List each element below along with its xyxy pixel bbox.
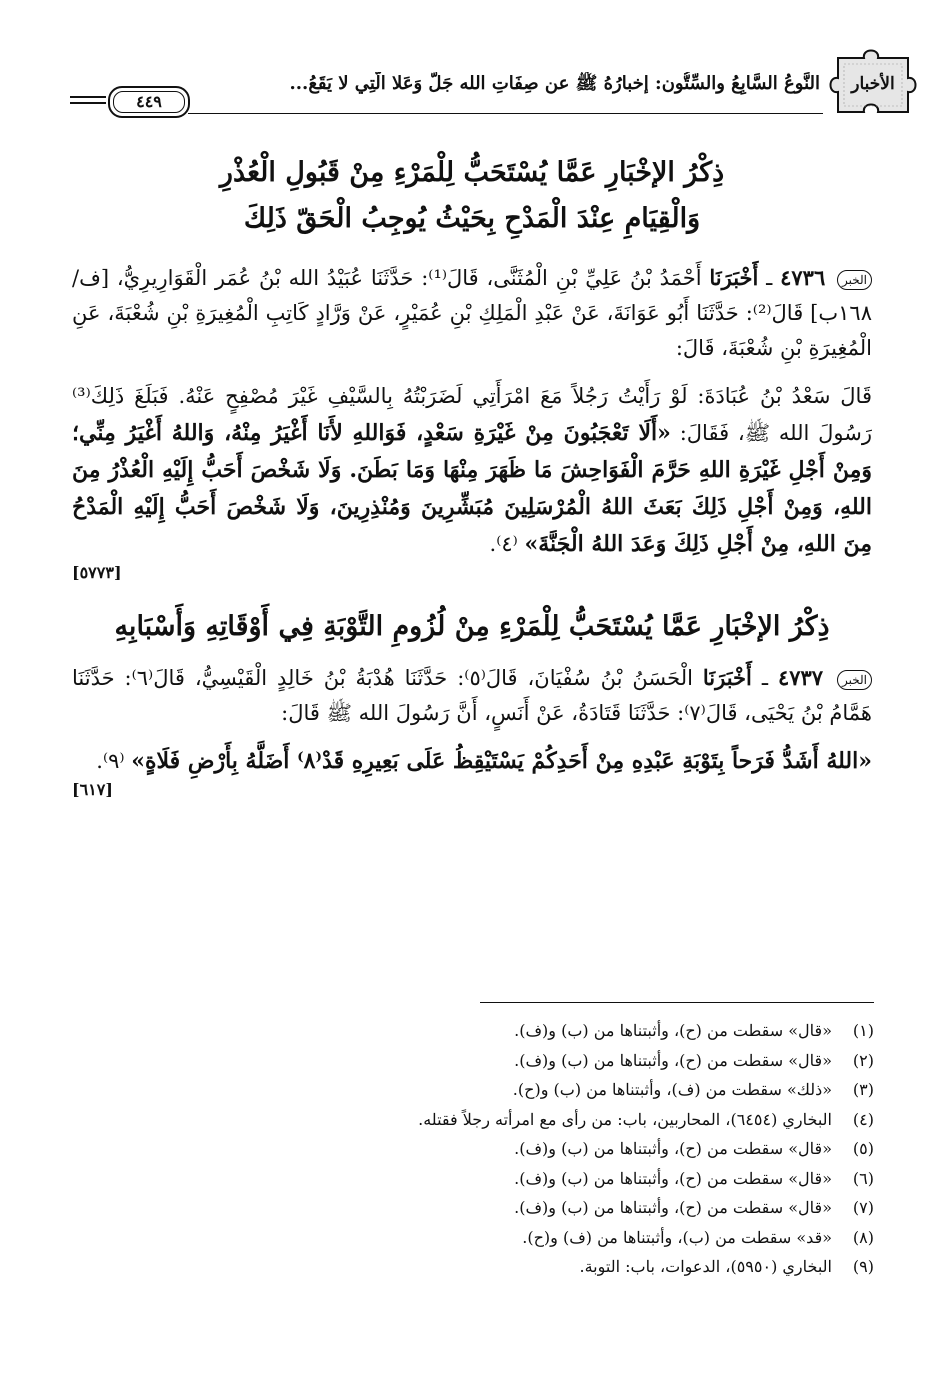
footnote bbox=[200, 1016, 874, 1046]
prophetic-saying: «أَلَا تَعْجَبُونَ مِنْ غَيْرَةِ سَعْدٍ، فَوَاللهِ لأَنَا أَغْيَرُ مِنْهُ، وَاللهُ أَغْيَرُ مِنِّي؛ وَمِنْ أَجْلِ غَيْرَةِ اللهِ حَرَّمَ الْفَوَاحِشَ مَا ظَهَرَ مِنْهَا وَمَا بَطَنَ. وَلَا شَخْصَ أَحَبُّ إِلَيْهِ الْعُذْرُ مِنَ اللهِ، وَمِنْ أَجْلِ ذَلِكَ بَعَثَ اللهُ الْمُرْسَلِينَ مُبَشِّرِينَ وَمُنْذِرِينَ، وَلَا شَخْصَ أَحَبُّ إِلَيْهِ الْمَدْحُ مِنَ اللهِ، مِنْ أَجْلِ ذَلِكَ وَعَدَ اللهُ الْجَنَّةَ» bbox=[72, 420, 872, 557]
footnote-number: (٤) bbox=[852, 1109, 874, 1129]
footnotes bbox=[200, 1016, 874, 1282]
running-title: النَّوعُ السَّابِعُ والسِّتُّون: إخبارُهُ ﷺ عن صِفَاتِ الله جَلَّ وَعَلا الَّتِي لا يَقَعُ... bbox=[289, 73, 820, 94]
hadith-matn bbox=[72, 743, 872, 780]
footnote-number: (٩) bbox=[852, 1257, 874, 1276]
isnad-text: أَحْمَدُ بْنُ عَلِيِّ بْنِ الْمُثَنَّى، قَالَ⁽¹⁾: حَدَّثَنَا عُبَيْدُ الله بْنُ عُمَر الْقَوَارِيرِيُّ، [ف/١٦٨ب] قَالَ⁽²⁾: حَدَّثَنَا أَبُو عَوَانَةَ، عَنْ عَبْدِ الْمَلِكِ بْنِ عُمَيْرٍ، عَنْ وَرَّادٍ كَاتِبِ الْمُغِيرَةِ بْنِ شُعْبَةَ، عَنِ الْمُغِيرَةِ بْنِ شُعْبَةَ، قَالَ: bbox=[72, 266, 872, 360]
cross-reference: [٦١٧] bbox=[72, 780, 113, 799]
footnote-marker: ⁽٩⁾. bbox=[96, 749, 125, 773]
footnote-number: (٦) bbox=[852, 1168, 874, 1188]
footnote-number: (٧) bbox=[852, 1198, 874, 1217]
footnote-divider bbox=[480, 1002, 874, 1003]
footnote bbox=[200, 1105, 874, 1135]
footnote-text: «ذلك» سقطت من (ف)، وأثبتناها من (ب) و(ح). bbox=[512, 1080, 832, 1099]
footnote bbox=[200, 1193, 874, 1223]
footnote-number: (٣) bbox=[852, 1080, 874, 1099]
prophetic-saying: «اللهُ أَشَدُّ فَرَحاً بِتَوْبَةِ عَبْدِهِ مِنْ أَحَدِكُمْ يَسْتَيْقِظُ عَلَى بَعِيرِهِ قَدْ⁽٨⁾ أَضَلَّهُ بِأَرْضِ فَلَاةٍ» bbox=[131, 748, 872, 774]
header-rule bbox=[188, 113, 823, 114]
footnote bbox=[200, 1164, 874, 1194]
footnote bbox=[200, 1252, 874, 1282]
footnote-text: «قد» سقطت من (ب)، وأثبتناها من (ف) و(ح). bbox=[522, 1227, 832, 1247]
page-number-frame bbox=[108, 86, 190, 118]
hadith-isnad: الخبر ٤٧٣٦ ـ أَخْبَرَنَا أَحْمَدُ بْنُ عَلِيِّ بْنِ الْمُثَنَّى، قَالَ⁽¹⁾: حَدَّثَنَا عُبَيْدُ الله بْنُ عُمَر الْقَوَارِيرِيُّ، [ف/١٦٨ب] قَالَ⁽²⁾: حَدَّثَنَا أَبُو عَوَانَةَ، عَنْ عَبْدِ الْمَلِكِ بْنِ عُمَيْرٍ، عَنْ وَرَّادٍ كَاتِبِ الْمُغِيرَةِ بْنِ شُعْبَةَ، عَنِ الْمُغِيرَةِ بْنِ شُعْبَةَ، قَالَ: bbox=[72, 265, 872, 360]
matn-text: قَالَ سَعْدُ بْنُ عُبَادَةَ: لَوْ رَأَيْتُ رَجُلاً مَعَ امْرَأَتِي لَضَرَبْتُهُ بِالسَّيْفِ غَيْرَ مُصْفِحٍ عَنْهُ. فَبَلَغَ ذَلِكَ⁽³⁾ رَسُولَ الله ﷺ، فَقَالَ: bbox=[72, 384, 872, 445]
footnote-text: «قال» سقطت من (ح)، وأثبتناها من (ب) و(ف). bbox=[514, 1050, 832, 1070]
cross-reference: [٥٧٧٣] bbox=[72, 563, 122, 582]
footnote-text: «قال» سقطت من (ح)، وأثبتناها من (ب) و(ف). bbox=[514, 1139, 832, 1158]
reference-line bbox=[72, 563, 872, 582]
footnote-text: البخاري (٦٤٥٤)، المحاربين، باب: من رأى مع امرأته رجلاً فقتله. bbox=[418, 1109, 832, 1129]
akhbarana-word: أَخْبَرَنَا bbox=[702, 665, 752, 690]
page-number: ٤٤٩ bbox=[113, 91, 185, 113]
section-title: ذِكْرُ الإخْبَارِ عَمَّا يُسْتَحَبُّ لِلْمَرْءِ مِنْ لُزُومِ التَّوْبَةِ فِي أَوْقَاتِهِ وَأَسْبَابِهِ bbox=[114, 611, 830, 642]
hadith-number: ٤٧٣٦ bbox=[780, 265, 826, 290]
footnote-marker: ⁽٤⁾. bbox=[489, 532, 518, 556]
isnad-text: الْحَسَنُ بْنُ سُفْيَانَ، قَالَ⁽٥⁾: حَدَّثَنَا هُدْبَةُ بْنُ خَالِدٍ الْقَيْسِيُّ، قَالَ⁽٦⁾: حَدَّثَنَا هَمَّامُ بْنُ يَحْيَى، قَالَ⁽٧⁾: حَدَّثَنَا قَتَادَةُ، عَنْ أَنَسٍ، أَنَّ رَسُولَ الله ﷺ قَالَ: bbox=[72, 666, 872, 725]
footnote bbox=[200, 1223, 874, 1253]
hadith-number: ٤٧٣٧ bbox=[777, 665, 824, 690]
footnote-text: البخاري (٥٩٥٠)، الدعوات، باب: التوبة. bbox=[579, 1257, 832, 1276]
khabar-marker-icon: الخبر bbox=[837, 270, 872, 290]
footnote bbox=[200, 1075, 874, 1105]
section-title-line: وَالْقِيَامِ عِنْدَ الْمَدْحِ بِحَيْثُ يُوجِبُ الْحَقّ ذَلِكَ bbox=[243, 203, 701, 234]
divider bbox=[70, 96, 106, 98]
footnote-number: (٥) bbox=[852, 1139, 874, 1158]
section-badge-label: الأخبار bbox=[851, 74, 895, 94]
footnote-number: (١) bbox=[852, 1021, 874, 1040]
footnote bbox=[200, 1046, 874, 1076]
reference-line bbox=[72, 780, 872, 799]
akhbarana-word: أَخْبَرَنَا bbox=[709, 265, 759, 290]
footnote-number: (٨) bbox=[852, 1227, 874, 1247]
footnote-number: (٢) bbox=[852, 1050, 874, 1070]
section-title bbox=[72, 150, 872, 242]
divider bbox=[70, 102, 106, 104]
footnote-text: «قال» سقطت من (ح)، وأثبتناها من (ب) و(ف). bbox=[514, 1021, 832, 1040]
page-header bbox=[70, 40, 920, 130]
footnote-text: «قال» سقطت من (ح)، وأثبتناها من (ب) و(ف). bbox=[514, 1168, 832, 1188]
hadith-matn bbox=[72, 378, 872, 563]
footnote-text: «قال» سقطت من (ح)، وأثبتناها من (ب) و(ف). bbox=[514, 1198, 832, 1217]
main-content bbox=[72, 150, 872, 799]
section-title-line: ذِكْرُ الإخْبَارِ عَمَّا يُسْتَحَبُّ لِلْمَرْءِ مِنْ قَبُولِ الْعُذْرِ bbox=[219, 157, 725, 188]
hadith-isnad: الخبر ٤٧٣٧ ـ أَخْبَرَنَا الْحَسَنُ بْنُ سُفْيَانَ، قَالَ⁽٥⁾: حَدَّثَنَا هُدْبَةُ بْنُ خَالِدٍ الْقَيْسِيُّ، قَالَ⁽٦⁾: حَدَّثَنَا هَمَّامُ بْنُ يَحْيَى، قَالَ⁽٧⁾: حَدَّثَنَا قَتَادَةُ، عَنْ أَنَسٍ، أَنَّ رَسُولَ الله ﷺ قَالَ: bbox=[72, 665, 872, 725]
khabar-marker-icon: الخبر bbox=[837, 670, 872, 690]
footnote bbox=[200, 1134, 874, 1164]
